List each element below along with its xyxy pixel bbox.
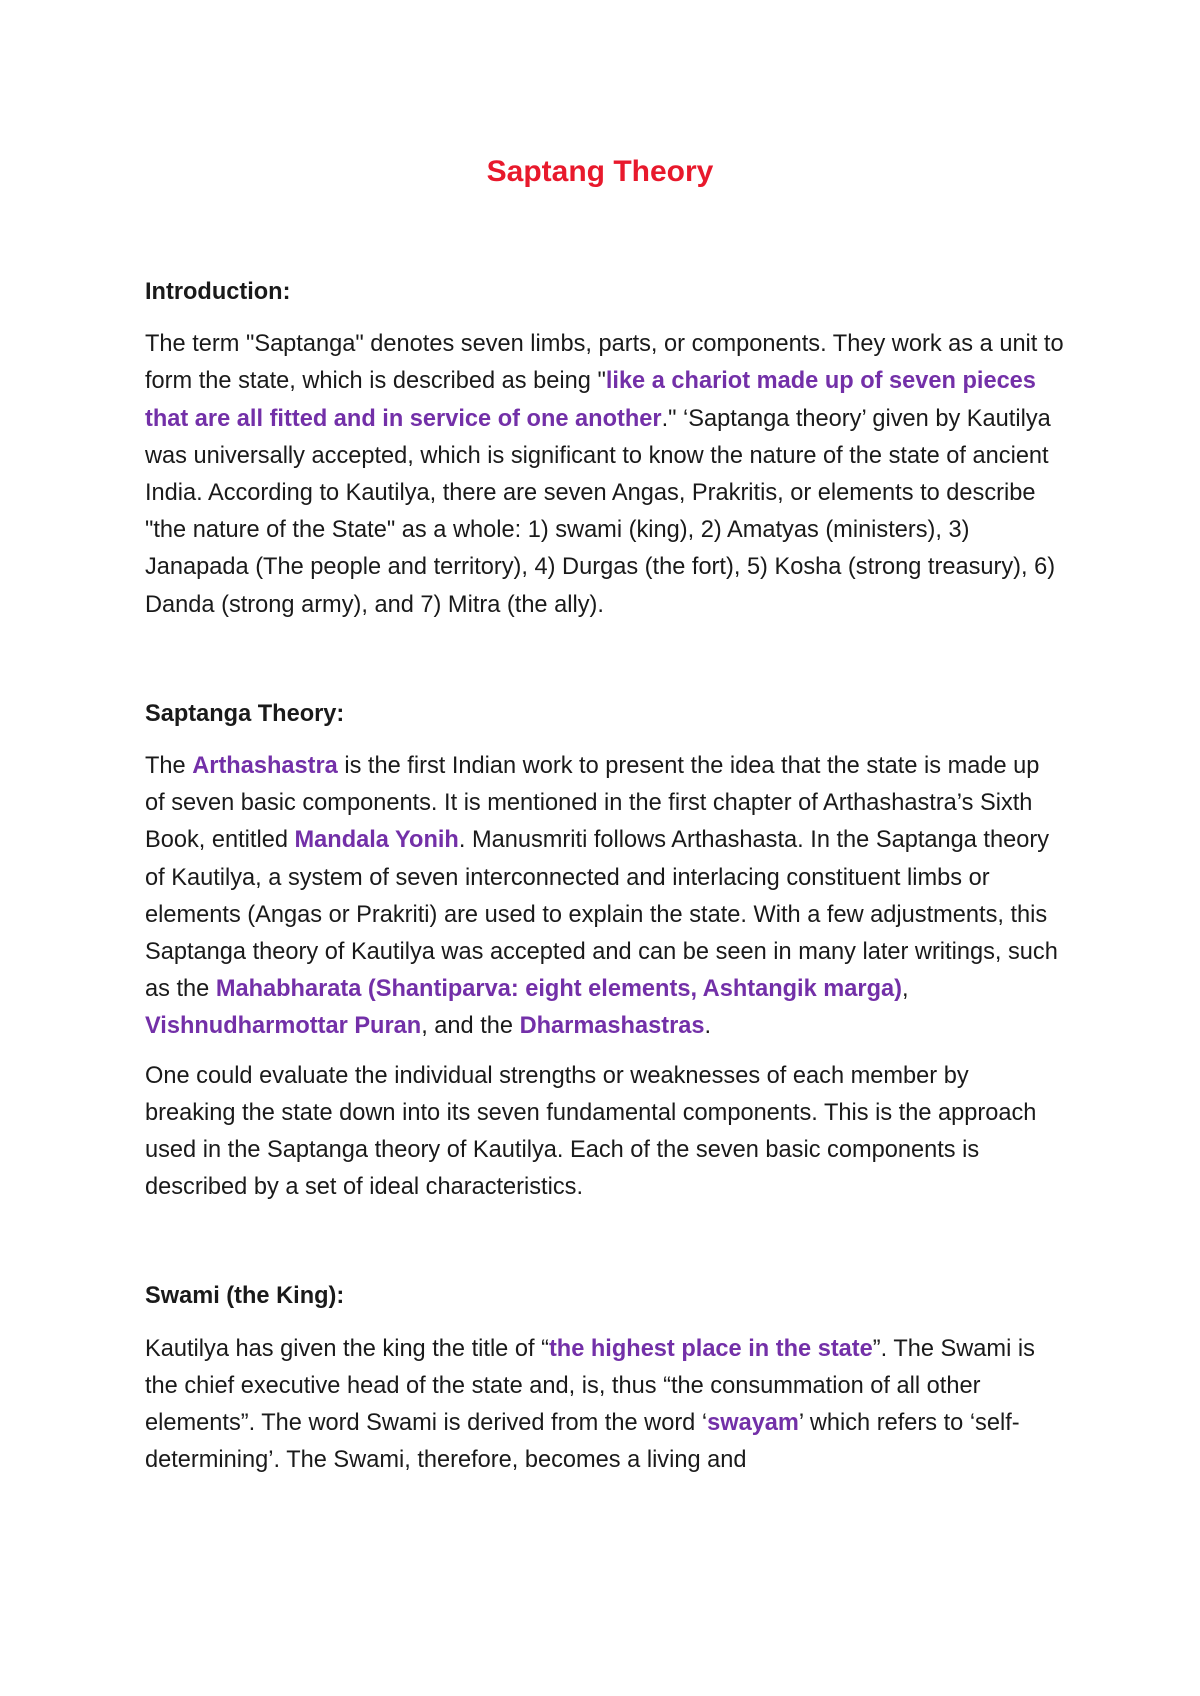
highlighted-term-mandala-yonih: Mandala Yonih bbox=[294, 827, 459, 854]
saptanga-paragraph-1 bbox=[145, 748, 1065, 1046]
highlighted-phrase: like a chariot made up of seven pieces that are all fitted and in service of one another bbox=[145, 368, 1036, 432]
text-span: One could evaluate the individual strengths or weaknesses of each member by breaking the state down into its seven fundamental components. This is the approach used in the Saptanga theory of Kautilya. Each of the seven basic components is described by a set of ideal characteristics. bbox=[145, 1062, 1037, 1201]
section-heading-introduction: Introduction: bbox=[145, 279, 291, 305]
highlighted-term-mahabharata: Mahabharata (Shantiparva: eight elements, Ashtangik marga) bbox=[215, 976, 902, 1003]
document-title: Saptang Theory bbox=[486, 155, 714, 188]
saptanga-paragraph-2 bbox=[145, 1058, 1065, 1207]
highlighted-term-dharmashastras: Dharmashastras bbox=[519, 1013, 705, 1040]
text-span: ”. The Swami is the chief executive head of the state and, is, thus “the consummation of all other elements”. The word Swami is derived from the word ‘ bbox=[145, 1335, 1035, 1437]
text-span: The bbox=[145, 753, 193, 780]
text-span: . Manusmriti follows Arthashasta. In the Saptanga theory of Kautilya, a system of seven interconnected and interlacing constituent limbs or elements (Angas or Prakriti) are used to explain the state. With a few adjustments, this Saptanga theory of Kautilya was accepted and can be seen in many later writings, such as the bbox=[145, 827, 1058, 1003]
introduction-paragraph bbox=[145, 326, 1065, 624]
text-span: Kautilya has given the king the title of “ bbox=[145, 1335, 549, 1362]
highlighted-term-vishnudharmottar: Vishnudharmottar Puran bbox=[145, 1013, 422, 1040]
section-heading-saptanga-theory: Saptanga Theory: bbox=[145, 700, 345, 727]
text-span: The term "Saptanga" denotes seven limbs, parts, or components. They work as a unit to form the state, which is described as being " bbox=[145, 331, 1064, 395]
text-span: , bbox=[901, 976, 909, 1003]
text-span: ." ‘Saptanga theory’ given by Kautilya was universally accepted, which is significant to know the nature of the state of ancient India. According to Kautilya, there are seven Angas, Prakritis, or elements to describe "the nature of the State" as a whole: 1) swami (king), 2) Amatyas (ministers), 3) Janapada (The people and territory), 4) Durgas (the fort), 5) Kosha (strong treasury), 6) Danda (strong army), and 7) Mitra (the ally). bbox=[145, 405, 1056, 618]
highlighted-term-swayam: swayam bbox=[707, 1410, 799, 1437]
text-span: ’ which refers to ‘self-determining’. The Swami, therefore, becomes a living and bbox=[145, 1410, 1020, 1474]
highlighted-phrase: the highest place in the state bbox=[548, 1335, 873, 1362]
text-span: is the first Indian work to present the idea that the state is made up of seven basic components. It is mentioned in the first chapter of Arthashastra’s Sixth Book, entitled bbox=[145, 753, 1040, 854]
swami-paragraph bbox=[145, 1331, 1065, 1480]
text-span: . bbox=[704, 1013, 712, 1040]
section-heading-swami: Swami (the King): bbox=[145, 1283, 345, 1310]
text-span: , and the bbox=[421, 1013, 520, 1040]
document-body bbox=[145, 274, 1065, 1479]
highlighted-term-arthashastra: Arthashastra bbox=[192, 753, 338, 780]
